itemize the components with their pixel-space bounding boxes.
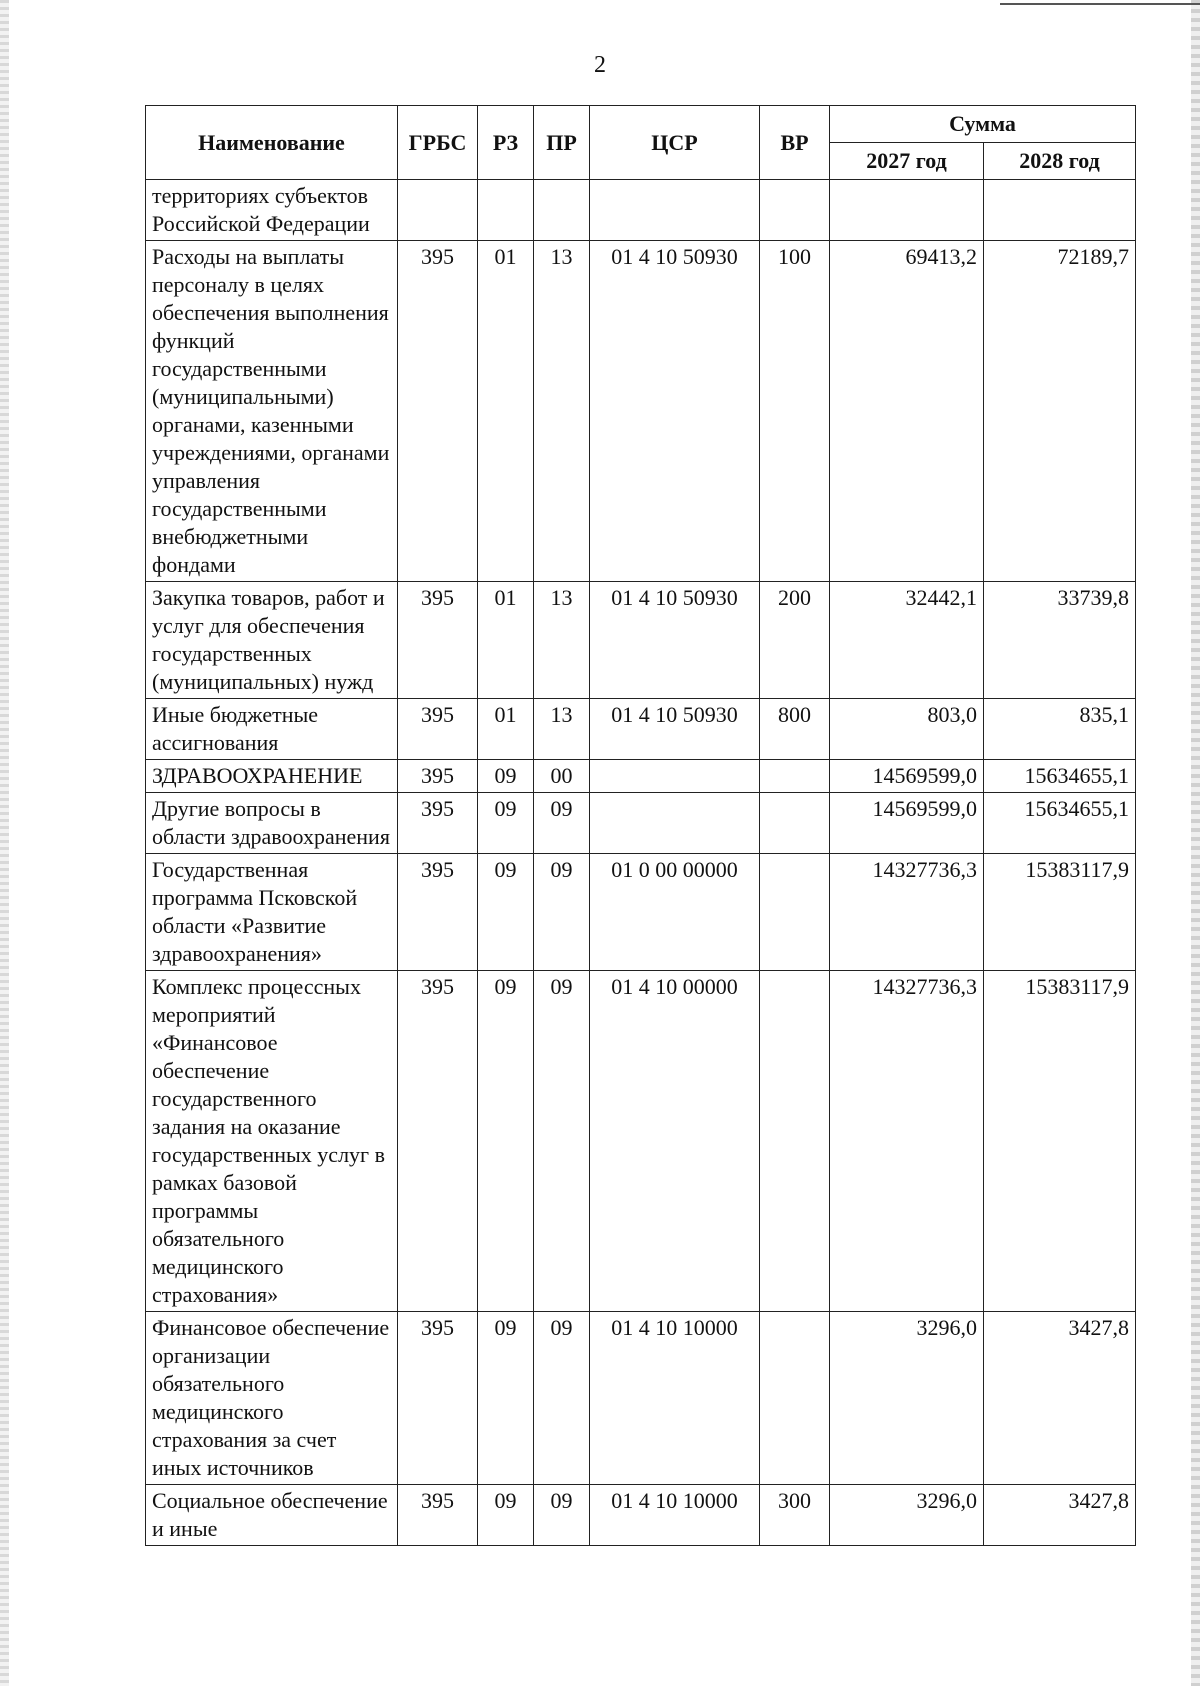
cell-vr [760, 793, 830, 854]
header-year-2027: 2027 год [830, 143, 984, 180]
cell-sum-2028: 3427,8 [984, 1312, 1136, 1485]
scan-corner-line [1000, 3, 1200, 5]
cell-name: территориях субъектов Российской Федерации [146, 180, 398, 241]
cell-pr [534, 180, 590, 241]
header-sum: Сумма [830, 106, 1136, 143]
table-row [146, 241, 1136, 582]
cell-csr: 01 4 10 50930 [590, 241, 760, 582]
table-row [146, 699, 1136, 760]
cell-pr: 09 [534, 793, 590, 854]
cell-sum-2027: 69413,2 [830, 241, 984, 582]
cell-vr: 300 [760, 1485, 830, 1546]
cell-sum-2027: 14569599,0 [830, 760, 984, 793]
table-row [146, 582, 1136, 699]
cell-grbs: 395 [398, 793, 478, 854]
cell-grbs: 395 [398, 854, 478, 971]
cell-grbs: 395 [398, 760, 478, 793]
cell-vr: 200 [760, 582, 830, 699]
cell-rz: 01 [478, 241, 534, 582]
page-number: 2 [594, 52, 606, 78]
cell-sum-2028 [984, 180, 1136, 241]
cell-grbs: 395 [398, 699, 478, 760]
cell-rz: 09 [478, 1312, 534, 1485]
header-csr: ЦСР [590, 106, 760, 180]
cell-rz [478, 180, 534, 241]
cell-vr: 100 [760, 241, 830, 582]
cell-vr [760, 854, 830, 971]
cell-sum-2028: 15383117,9 [984, 854, 1136, 971]
cell-grbs [398, 180, 478, 241]
cell-sum-2027 [830, 180, 984, 241]
cell-csr: 01 0 00 00000 [590, 854, 760, 971]
cell-sum-2027: 14327736,3 [830, 971, 984, 1312]
cell-sum-2027: 803,0 [830, 699, 984, 760]
table-row [146, 793, 1136, 854]
cell-name: Расходы на выплаты персоналу в целях обеспечения выполнения функций государственными (муниципальными) органами, казенными учреждениями, органами управления государственными внебюджетными фондами [146, 241, 398, 582]
cell-sum-2027: 3296,0 [830, 1312, 984, 1485]
table-row [146, 971, 1136, 1312]
cell-rz: 09 [478, 760, 534, 793]
cell-grbs: 395 [398, 582, 478, 699]
cell-csr: 01 4 10 10000 [590, 1485, 760, 1546]
cell-rz: 01 [478, 699, 534, 760]
budget-table [145, 105, 1136, 1546]
cell-name: Социальное обеспечение и иные [146, 1485, 398, 1546]
cell-pr: 09 [534, 854, 590, 971]
cell-name: Закупка товаров, работ и услуг для обеспечения государственных (муниципальных) нужд [146, 582, 398, 699]
cell-vr [760, 180, 830, 241]
cell-csr: 01 4 10 50930 [590, 699, 760, 760]
cell-name: Комплекс процессных мероприятий «Финансовое обеспечение государственного задания на оказание государственных услуг в рамках базовой программы обязательного медицинского страхования» [146, 971, 398, 1312]
cell-pr: 13 [534, 699, 590, 760]
cell-sum-2028: 15634655,1 [984, 760, 1136, 793]
scan-edge-right [1191, 0, 1200, 1686]
cell-vr [760, 971, 830, 1312]
cell-sum-2028: 835,1 [984, 699, 1136, 760]
cell-pr: 00 [534, 760, 590, 793]
cell-name: Другие вопросы в области здравоохранения [146, 793, 398, 854]
cell-name: Финансовое обеспечение организации обязательного медицинского страхования за счет иных источников [146, 1312, 398, 1485]
table-body [146, 180, 1136, 1546]
cell-csr: 01 4 10 00000 [590, 971, 760, 1312]
cell-pr: 13 [534, 241, 590, 582]
cell-rz: 01 [478, 582, 534, 699]
cell-rz: 09 [478, 793, 534, 854]
cell-grbs: 395 [398, 1485, 478, 1546]
cell-name: Иные бюджетные ассигнования [146, 699, 398, 760]
table-row [146, 1312, 1136, 1485]
header-year-2028: 2028 год [984, 143, 1136, 180]
table-row [146, 854, 1136, 971]
cell-grbs: 395 [398, 1312, 478, 1485]
cell-rz: 09 [478, 1485, 534, 1546]
cell-sum-2028: 72189,7 [984, 241, 1136, 582]
cell-csr [590, 793, 760, 854]
cell-vr: 800 [760, 699, 830, 760]
cell-vr [760, 1312, 830, 1485]
cell-sum-2028: 33739,8 [984, 582, 1136, 699]
header-pr: ПР [534, 106, 590, 180]
cell-pr: 09 [534, 971, 590, 1312]
header-rz: РЗ [478, 106, 534, 180]
cell-sum-2027: 32442,1 [830, 582, 984, 699]
cell-sum-2028: 15383117,9 [984, 971, 1136, 1312]
cell-sum-2027: 14327736,3 [830, 854, 984, 971]
cell-vr [760, 760, 830, 793]
cell-grbs: 395 [398, 971, 478, 1312]
cell-sum-2027: 3296,0 [830, 1485, 984, 1546]
cell-sum-2028: 15634655,1 [984, 793, 1136, 854]
cell-csr: 01 4 10 10000 [590, 1312, 760, 1485]
cell-csr [590, 760, 760, 793]
table-row [146, 1485, 1136, 1546]
cell-pr: 13 [534, 582, 590, 699]
scan-edge-left [0, 0, 9, 1686]
cell-pr: 09 [534, 1485, 590, 1546]
cell-sum-2027: 14569599,0 [830, 793, 984, 854]
header-vr: ВР [760, 106, 830, 180]
cell-name: Государственная программа Псковской области «Развитие здравоохранения» [146, 854, 398, 971]
cell-rz: 09 [478, 971, 534, 1312]
cell-grbs: 395 [398, 241, 478, 582]
header-grbs: ГРБС [398, 106, 478, 180]
cell-pr: 09 [534, 1312, 590, 1485]
cell-csr [590, 180, 760, 241]
table-row [146, 760, 1136, 793]
table-row [146, 180, 1136, 241]
cell-name: ЗДРАВООХРАНЕНИЕ [146, 760, 398, 793]
cell-rz: 09 [478, 854, 534, 971]
cell-csr: 01 4 10 50930 [590, 582, 760, 699]
header-name: Наименование [146, 106, 398, 180]
cell-sum-2028: 3427,8 [984, 1485, 1136, 1546]
